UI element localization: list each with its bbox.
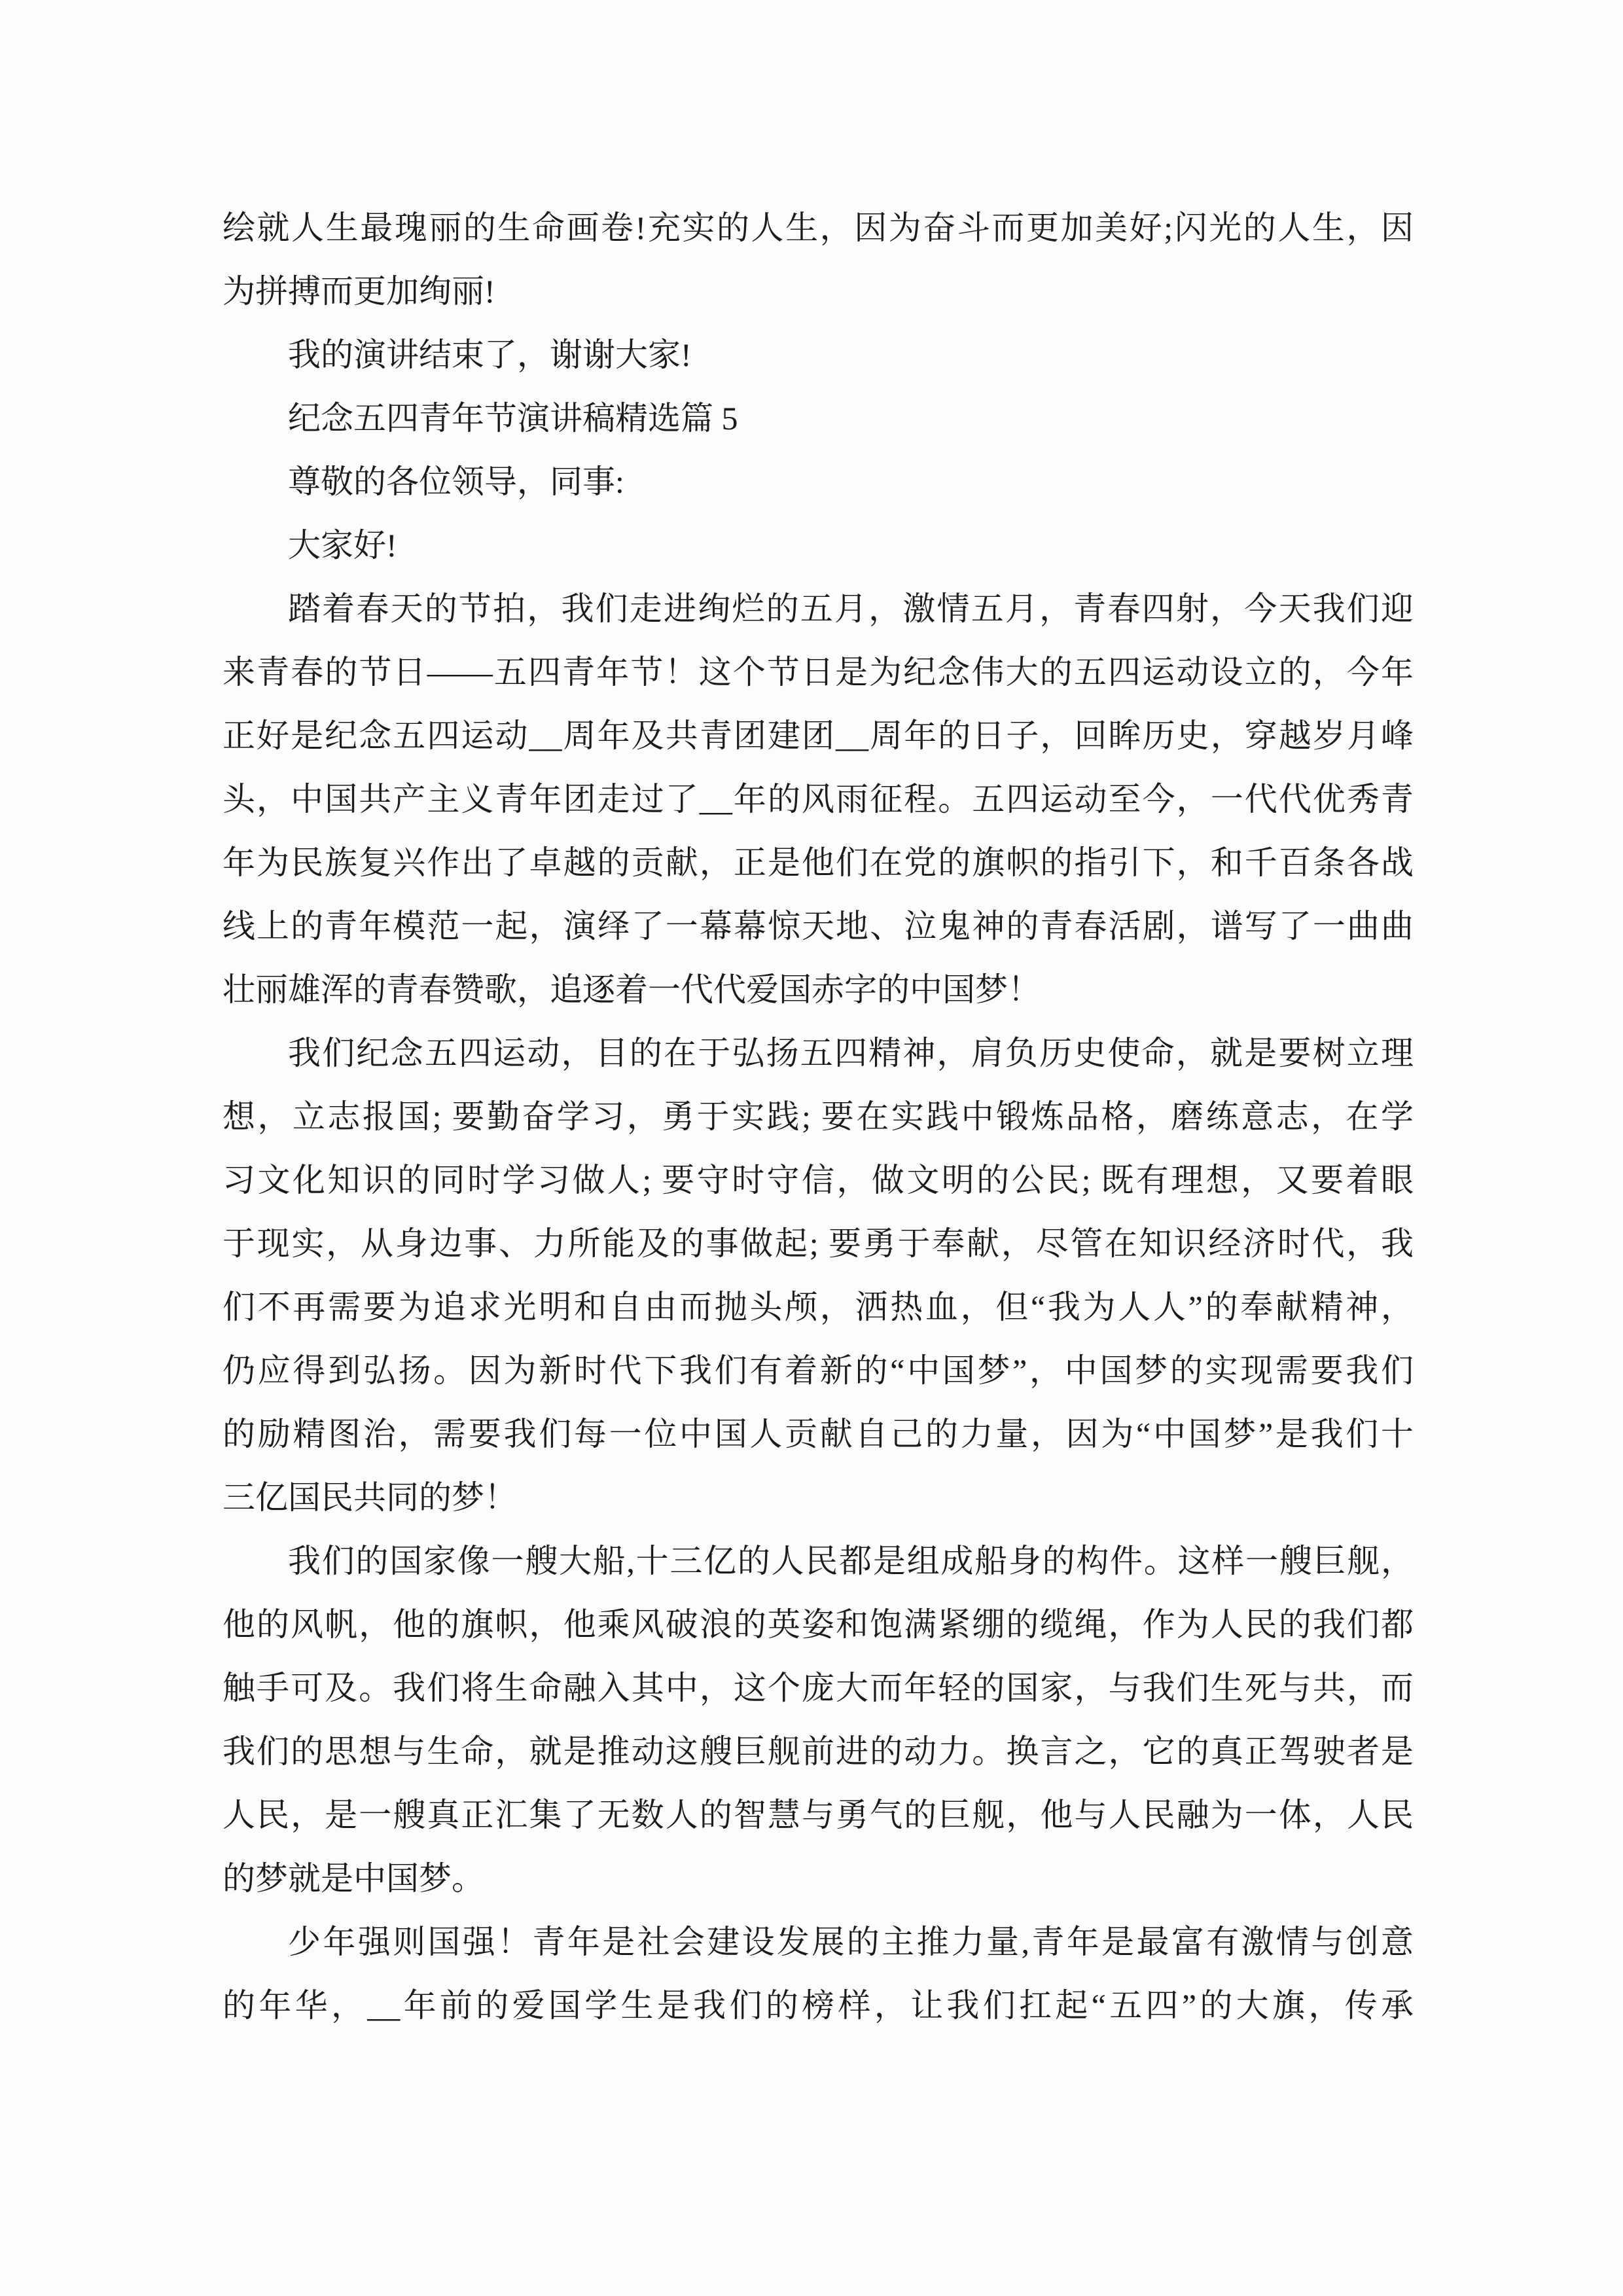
text-line: 触手可及。我们将生命融入其中，这个庞大而年轻的国家，与我们生死与共，而 (223, 1670, 1414, 1706)
paragraph (223, 387, 1414, 450)
text-line: 想，立志报国; 要勤奋学习，勇于实践; 要在实践中锻炼品格，磨练意志，在学 (223, 1098, 1414, 1135)
text-line: 他的风帆，他的旗帜，他乘风破浪的英姿和饱满紧绷的缆绳，作为人民的我们都 (223, 1606, 1414, 1643)
text-line: 正好是纪念五四运动__周年及共青团建团__周年的日子，回眸历史，穿越岁月峰 (223, 717, 1414, 754)
text-line: 线上的青年模范一起，演绎了一幕幕惊天地、泣鬼神的青春活剧，谱写了一曲曲 (223, 908, 1414, 944)
paragraph (223, 323, 1414, 387)
text-line: 纪念五四青年节演讲稿精选篇 5 (288, 400, 738, 437)
text-line: 尊敬的各位领导，同事: (288, 463, 624, 500)
text-line: 三亿国民共同的梦！ (223, 1479, 517, 1516)
text-line: 我们纪念五四运动，目的在于弘扬五四精神，肩负历史使命，就是要树立理 (288, 1035, 1414, 1071)
text-line: 人民，是一艘真正汇集了无数人的智慧与勇气的巨舰，他与人民融为一体，人民 (223, 1797, 1414, 1833)
text-line: 的年华，__年前的爱国学生是我们的榜样，让我们扛起“五四”的大旗，传承 (223, 1987, 1414, 2024)
text-line: 于现实，从身边事、力所能及的事做起; 要勇于奉献，尽管在知识经济时代，我 (223, 1225, 1414, 1262)
text-line: 大家好! (288, 527, 397, 564)
text-line: 踏着春天的节拍，我们走进绚烂的五月，激情五月，青春四射，今天我们迎 (288, 590, 1414, 627)
paragraph (223, 450, 1414, 514)
text-line: 头，中国共产主义青年团走过了__年的风雨征程。五四运动至今，一代代优秀青 (223, 781, 1414, 817)
text-line: 我们的思想与生命，就是推动这艘巨舰前进的动力。换言之，它的真正驾驶者是 (223, 1733, 1414, 1770)
paragraph (223, 1022, 1414, 1530)
text-line: 为拼搏而更加绚丽! (223, 273, 495, 310)
paragraph (223, 196, 1414, 323)
text-line: 我的演讲结束了，谢谢大家! (288, 336, 692, 373)
text-line: 来青春的节日——五四青年节！这个节日是为纪念伟大的五四运动设立的，今年 (223, 654, 1414, 691)
text-line: 的梦就是中国梦。 (223, 1860, 484, 1897)
text-line: 习文化知识的同时学习做人; 要守时守信，做文明的公民; 既有理想，又要着眼 (223, 1162, 1414, 1198)
text-line: 我们的国家像一艘大船,十三亿的人民都是组成船身的构件。这样一艘巨舰， (288, 1543, 1414, 1579)
text-line: 年为民族复兴作出了卓越的贡献，正是他们在党的旗帜的指引下，和千百条各战 (223, 844, 1414, 881)
text-line: 壮丽雄浑的青春赞歌，追逐着一代代爱国赤字的中国梦！ (223, 971, 1041, 1008)
text-line: 的励精图治，需要我们每一位中国人贡献自己的力量，因为“中国梦”是我们十 (223, 1416, 1414, 1452)
text-line: 绘就人生最瑰丽的生命画卷!充实的人生，因为奋斗而更加美好;闪光的人生，因 (223, 209, 1414, 246)
text-line: 们不再需要为追求光明和自由而抛头颅，洒热血，但“我为人人”的奉献精神， (223, 1289, 1414, 1325)
paragraph (223, 1530, 1414, 1910)
paragraph (223, 514, 1414, 577)
text-line: 仍应得到弘扬。因为新时代下我们有着新的“中国梦”，中国梦的实现需要我们 (223, 1352, 1414, 1389)
text-line: 少年强则国强！青年是社会建设发展的主推力量,青年是最富有激情与创意 (288, 1924, 1414, 1960)
text-body (223, 196, 1414, 2037)
paragraph (223, 577, 1414, 1022)
paragraph (223, 1910, 1414, 2037)
